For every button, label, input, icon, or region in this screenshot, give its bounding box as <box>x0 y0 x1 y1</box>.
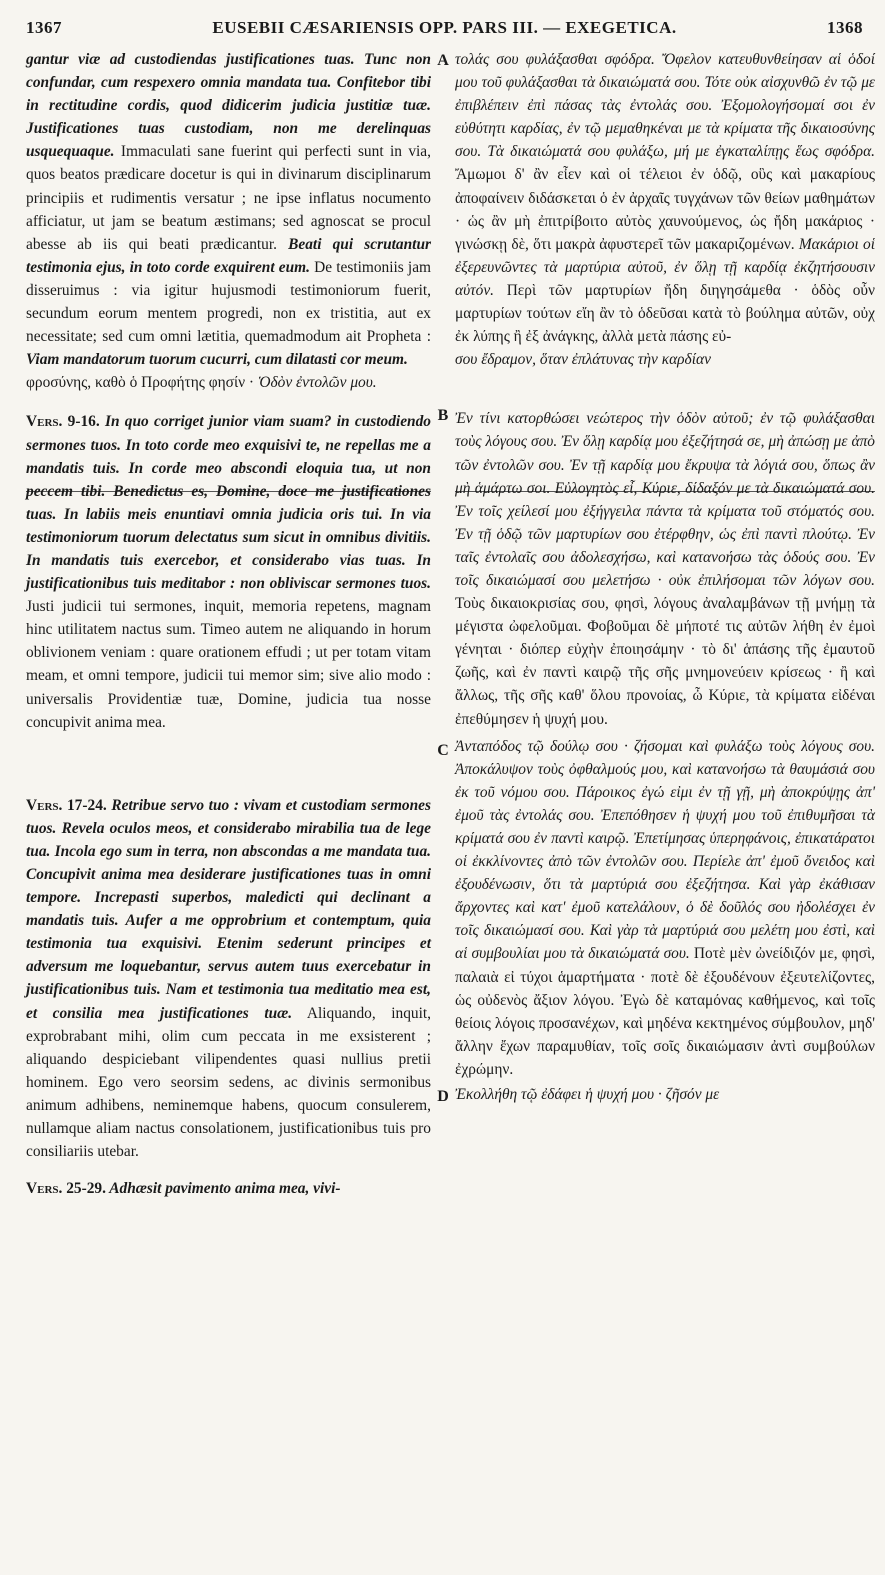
latin-paragraph-1: gantur viæ ad custodiendas justificationes tuas. Tunc non confundar, cum respexero omnia mandata tua. Confitebor tibi in rectitudine cordis, quod didicerim judicia justitiæ tuæ. Justificationes tuas custodiam, non me derelinquas usquequaque. Immaculati sane fuerint qui perfecti sunt in via, quos beatos prædicare docetur is qui in divinarum disciplinarum principiis et rudimentis versatur ; ne ipse inflatus nocumento afficiatur, ut jam se beatum æstimans; sed agnoscat se procul abesse ab iis qui beati prædicantur. Beati qui scrutantur testimonia ejus, in toto corde exquirent eum. De testimoniis jam disseruimus : via igitur hujusmodi testimoniorum fuerit, secundum eorum mentem progredi, non ex tristitia, aut ex necessitate; sed cum omni lætitia, quemadmodum ait Propheta : Viam mandatorum tuorum cucurri, cum dilatasti cor meum. <box>26 51 431 369</box>
section-marker-d: D <box>437 1088 449 1105</box>
running-title: EUSEBII CÆSARIENSIS OPP. PARS III. — EXEGETICA. <box>212 18 677 37</box>
verse-label: Vers. 17-24. <box>26 796 107 814</box>
verse-label: Vers. 9-16. <box>26 413 100 431</box>
latin-verse-9-16: Vers. 9-16. In quo corriget junior viam suam? in custodiendo sermones tuos. In toto corde meo exquisivi te, ne repellas me a mandatis tuis. In corde meo abscondi eloquia tua, ut non peccem tibi. Benedictus es, Domine, doce me justificationes tuas. In labiis meis enuntiavi omnia judicia oris tui. In via testimoniorum tuorum delectatus sum sicut in omnibus divitiis. In mandatis tuis exercebor, et considerabo vias tuas. In justificationibus tuis meditabor : non obliviscar sermones tuos. Justi judicii tui sermones, inquit, memoria repetens, magnam hinc utilitatem nactus sum. Timeo autem ne aliquando in horum oblivionem veniam : quare orationem effudi ; ut per totam vitam meam, et omni tempore, judicii tui memor sim; sive alio modo : universalis Providentiæ tuæ, Domine, judicia tua nosse concupivit anima mea. <box>26 413 431 731</box>
section-marker-b: B <box>437 407 449 424</box>
page-number-right: 1368 <box>827 18 863 37</box>
greek-paragraph-1: τολάς σου φυλάξασθαι σφόδρα. Ὄφελον κατευθυνθείησαν αἱ ὁδοί μου τοῦ φυλάξασθαι τὰ δικαιώματά σου. Τότε οὐκ αἰσχυνθῶ ἐν τῷ με ἐπιβλέπειν ἐπὶ πάσας τὰς ἐντολάς σου. Ἐξομολογήσομαί σοι ἐν εὐθύτητι καρδίας, ἐν τῷ μεμαθηκέναι με τὰ κρίματα τῆς δικαιοσύνης σου. Τὰ δικαιώματά σου φυλάξω, μή με ἐγκαταλίπῃς ἕως σφόδρα. Ἄμωμοι δ' ἂν εἶεν καὶ οἱ τέλειοι ἐν ὁδῷ, οὓς καὶ μακαρίους ἀποφαίνειν διδάσκεται ὁ ἐν ἀρχαῖς τυγχάνων τῶν θείων μαθημάτων · ὡς ἂν μὴ ἐπιτρίβοιτο αὐτὸς χαυνούμενος, ὡς ἤδη μακάριος · γινώσκῃ δὲ, ὅτι μακρὰ ἀφυστερεῖ τῶν μακαριζομένων. Μακάριοι οἱ ἐξερευνῶντες τὰ μαρτύρια αὐτοῦ, ἐν ὅλῃ τῇ καρδίᾳ ἐκζητήσουσιν αὐτόν. Περὶ τῶν μαρτυρίων ἤδη διηγησάμεθα · ὁδὸς οὖν μαρτυρίων τούτων εἴη ἂν τὸ ὁδεῦσαι κατὰ τὸ βούλημα αὐτῶν, οὐχ ἐκ λύπης ἢ ἐξ ἀνάγκης, ἀλλὰ μετὰ πάσης εὐ- <box>455 51 875 346</box>
greek-paragraph-1-end: σου ἔδραμον, ὅταν ἐπλάτυνας τὴν καρδίαν <box>455 351 711 369</box>
greek-verse-17-24: Ἀνταπόδος τῷ δούλῳ σου · ζήσομαι καὶ φυλάξω τοὺς λόγους σου. Ἀποκάλυψον τοὺς ὀφθαλμούς μου, καὶ κατανοήσω τὰ θαυμάσιά σου ἐκ τοῦ νόμου σου. Πάροικος ἐγώ εἰμι ἐν τῇ γῇ, μὴ ἀποκρύψῃς ἀπ' ἐμοῦ τὰς ἐντολάς σου. Ἐπεπόθησεν ἡ ψυχή μου τοῦ ἐπιθυμῆσαι τὰ κρίματά σου ἐν παντὶ καιρῷ. Ἐπετίμησας ὑπερηφάνοις, ἐπικατάρατοι οἱ ἐκκλίνοντες ἀπὸ τῶν ἐντολῶν σου. Περίελε ἀπ' ἐμοῦ ὄνειδος καὶ ἐξουδένωσιν, ὅτι τὰ μαρτύριά σου ἐξεζήτησα. Καὶ γὰρ ἐκάθισαν ἄρχοντες καὶ κατ' ἐμοῦ κατελάλουν, ὁ δὲ δοῦλός σου ἠδολέσχει ἐν τοῖς δικαιώμασί σου. Καὶ γὰρ τὰ μαρτύριά σου μελέτη μου ἐστὶ, καὶ αἱ συμβουλίαι μου τὰ δικαιώματά σου. Ποτὲ μὲν ὠνείδιζόν με, φησὶ, παλαιὰ εἰ τύχοι ἁμαρτήματα · ποτὲ δὲ ἐξουδένουν ἐξευτελίζοντες, ὡς οὐδενὸς ἄξιον λόγου. Ἐγὼ δὲ καταμόνας καθήμενος, καὶ τοῖς θείοις λόγοις προσανέχων, καὶ μηδένα κεκτημένος σύμβουλον, μηδ' ἄλλην ἔχων παραμυθίαν, τοῖς σοῖς δικαιώμασιν ἀντὶ συμβούλων ἐχρώμην. <box>455 737 875 1078</box>
latin-column <box>26 48 431 1575</box>
section-marker-c: C <box>437 742 449 759</box>
running-header <box>26 18 863 46</box>
latin-verse-17-24: Vers. 17-24. Retribue servo tuo : vivam et custodiam sermones tuos. Revela oculos meos, et considerabo mirabilia tua de lege tua. Incola ego sum in terra, non abscondas a me mandata tua. Concupivit anima mea desiderare justificationes tuas in omni tempore. Increpasti superbos, maledicti qui declinant a mandatis tuis. Aufer a me opprobrium et contemptum, quia testimonia tua exquisivi. Etenim sederunt principes et adversum me loquebantur, servus autem tuus exercebatur in justificationibus tuis. Nam et testimonia tua meditatio mea est, et consilia mea justificationes tuæ. Aliquando, inquit, exprobrabant mihi, olim cum peccata in me exsisterent ; aliquando despiciebant vilipendentes quasi nullius pretii hominem. Ego vero seorsim sedens, ac divinis sermonibus animum adhibens, neminemque habens, quocum consulerem, nullamque aliam nactus consolationem, justificationibus tuis pro consiliariis utebar. <box>26 796 432 1161</box>
greek-overflow-line: φροσύνης, καθὸ ὁ Προφήτης φησίν · Ὁδὸν ἐντολῶν μου. <box>26 374 377 392</box>
greek-column <box>455 48 875 1575</box>
page-number-left: 1367 <box>26 18 62 37</box>
latin-verse-25-29: Vers. 25-29. Adhæsit pavimento anima mea, vivi- <box>26 1180 341 1198</box>
greek-verse-9-16: Ἐν τίνι κατορθώσει νεώτερος τὴν ὁδὸν αὐτοῦ; ἐν τῷ φυλάξασθαι τοὺς λόγους σου. Ἐν ὅλῃ καρδίᾳ μου ἐξεζήτησά σε, μὴ ἀπώσῃ με ἀπὸ τῶν ἐντολῶν σου. Ἐν τῇ καρδίᾳ μου ἔκρυψα τὰ λόγιά σου, ὅπως ἂν μὴ ἁμάρτω σοι. Εὐλογητὸς εἶ, Κύριε, δίδαξόν με τὰ δικαιώματά σου. Ἐν τοῖς χείλεσί μου ἐξήγγειλα πάντα τὰ κρίματα τοῦ στόματός σου. Ἐν τῇ ὁδῷ τῶν μαρτυρίων σου ἐτέρφθην, ὡς ἐπὶ παντὶ πλούτῳ. Ἐν ταῖς ἐντολαῖς σου ἀδολεσχήσω, καὶ κατανοήσω τὰς ὁδούς σου. Ἐν τοῖς δικαιώμασί σου μελετήσω · οὐκ ἐπιλήσομαι τῶν λόγων σου. Τοὺς δικαιοκρισίας σου, φησὶ, λόγους ἀναλαμβάνων τῇ μνήμῃ τὰ μέγιστα ὠφελοῦμαι. Φοβοῦμαι δὲ μήποτέ τις αὐτῶν λήθη ἐν ἐμοὶ γένηται · διόπερ εὐχὴν ἐποιησάμην · τὸ δι' ἁπάσης τῆς ἐμαυτοῦ ζωῆς, καὶ ἐν παντὶ καιρῷ τῆς σῆς μνημονεύειν κρίσεως · ἢ καὶ ἄλλως, τῆς σῆς καθ' ὅλου προνοίας, ὦ Κύριε, τὰ κρίματα εἰδέναι ἐπεθύμησεν ἡ ψυχή μου. <box>455 410 875 728</box>
greek-verse-25-29: Ἐκολλήθη τῷ ἐδάφει ἡ ψυχή μου · ζῆσόν με <box>455 1086 720 1104</box>
section-marker-a: A <box>437 52 449 69</box>
verse-label: Vers. 25-29. <box>26 1180 106 1198</box>
